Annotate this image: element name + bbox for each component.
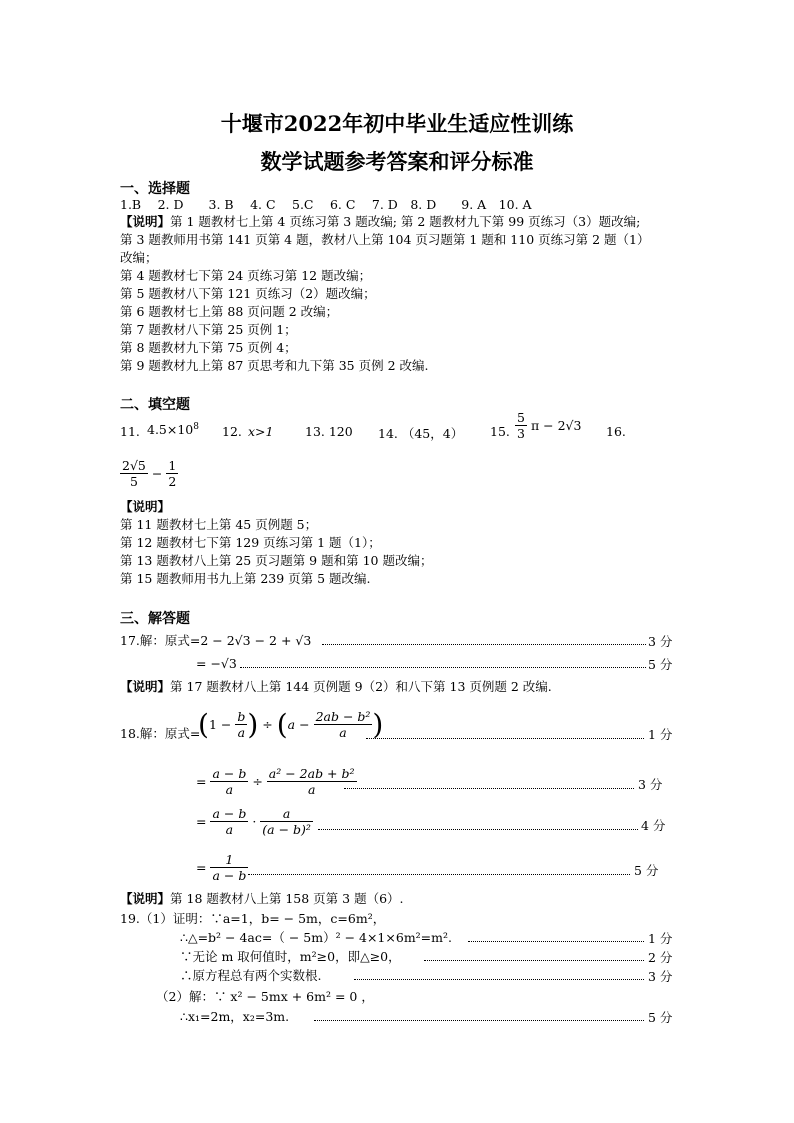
q19-line2: ∴△=b² − 4ac=（ − 5m）² − 4×1×6m²=m². xyxy=(180,930,452,945)
score: 5 分 xyxy=(648,657,673,672)
dot-leader xyxy=(424,960,644,961)
note-line: 第 7 题教材八下第 25 页例 1； xyxy=(120,322,297,337)
q12-answer: x>1 xyxy=(248,424,274,439)
score: 5 分 xyxy=(634,863,659,878)
q15-label: 15. xyxy=(490,424,510,439)
q18-step4: = $\frac{1}{a - b}$ xyxy=(196,852,247,883)
q18-step2: = $\frac{a - b}{a}$ ÷ $\frac{\text{a² − 2ab + b²}}{a}$ xyxy=(196,766,355,797)
dot-leader xyxy=(354,979,644,980)
q16-label: 16. xyxy=(606,424,626,439)
q13-answer: 13. 120 xyxy=(305,424,353,439)
note-line: 第 9 题教材九上第 87 页思考和九下第 35 页例 2 改编. xyxy=(120,358,429,373)
q12-label: 12. xyxy=(222,424,242,439)
score: 3 分 xyxy=(638,777,663,792)
q19-line4: ∴原方程总有两个实数根. xyxy=(180,968,322,983)
score: 4 分 xyxy=(641,818,666,833)
note-line: 第 5 题教材八下第 121 页练习（2）题改编； xyxy=(120,286,376,301)
choice-answers: 1.B 2. D 3. B 4. C 5.C 6. C 7. D 8. D 9. A 10. A xyxy=(120,197,532,212)
q17-line1: 17.解：原式=2 − 2√3 − 2 + √3 xyxy=(120,633,312,648)
document-title: 十堰市2022年初中毕业生适应性训练 xyxy=(220,111,574,136)
section-heading-solve: 三、解答题 xyxy=(120,611,190,627)
note-line: 第 15 题教师用书九上第 239 页第 5 题改编. xyxy=(120,571,371,586)
note-line: 第 11 题教材七上第 45 页例题 5； xyxy=(120,517,318,532)
score: 3 分 xyxy=(648,634,673,649)
note-label: 【说明】 xyxy=(120,679,171,694)
note-line xyxy=(120,890,404,907)
note-line: 第 3 题教师用书第 141 页第 4 题，教材八上第 104 页习题第 1 题和 110 页练习第 2 题（1） xyxy=(120,232,650,247)
q11-label: 11. xyxy=(120,424,140,439)
dot-leader xyxy=(318,829,638,830)
note-line: 第 12 题教材七下第 129 页练习第 1 题（1）； xyxy=(120,535,381,550)
q19-line5: （2）解：∵ x² − 5mx + 6m² = 0 ， xyxy=(156,989,374,1004)
dot-leader xyxy=(322,644,646,645)
note-text: 第 1 题教材七上第 4 页练习第 3 题改编; 第 2 题教材九下第 99 页练习（3）题改编; xyxy=(170,214,641,229)
dot-leader xyxy=(468,941,644,942)
q11-answer: $4.5\times 10^8$ xyxy=(147,422,199,438)
note-label: 【说明】 xyxy=(120,499,171,514)
score: 5 分 xyxy=(648,1010,673,1025)
note-line: 第 13 题教材八上第 25 页习题第 9 题和第 10 题改编； xyxy=(120,553,433,568)
document-subtitle: 数学试题参考答案和评分标准 xyxy=(260,149,534,174)
dot-leader xyxy=(240,667,646,668)
note-text: 第 17 题教材八上第 144 页例题 9（2）和八下第 13 页例题 2 改编. xyxy=(170,679,552,694)
note-line: 第 4 题教材七下第 24 页练习第 12 题改编； xyxy=(120,268,372,283)
score: 2 分 xyxy=(648,950,673,965)
dot-leader xyxy=(344,788,634,789)
dot-leader xyxy=(366,738,644,739)
q19-line3: ∵无论 m 取何值时，m²≥0，即△≥0， xyxy=(180,949,401,964)
score: 1 分 xyxy=(648,727,673,742)
q16-answer: $\frac{2√5}{5}$ − $\frac{1}{2}$ xyxy=(122,458,177,489)
section-heading-fill: 二、填空题 xyxy=(120,397,190,413)
score: 3 分 xyxy=(648,969,673,984)
q14-answer: 14. （45，4） xyxy=(378,426,464,441)
score: 1 分 xyxy=(648,931,673,946)
q18-label: 18.解：原式= xyxy=(120,726,201,741)
note-line: 第 6 题教材七上第 88 页问题 2 改编； xyxy=(120,304,339,319)
q19-line1: 19.（1）证明：∵a=1，b= − 5m，c=6m²， xyxy=(120,911,386,926)
note-line: 第 8 题教材九下第 75 页例 4； xyxy=(120,340,297,355)
note-label: 【说明】 xyxy=(120,214,171,229)
section-heading-choice: 一、选择题 xyxy=(120,181,190,197)
dot-leader xyxy=(248,874,630,875)
q18-step3: = $\frac{a - b}{a}$ · $\frac{a}{\text{(a − b)²}}$ xyxy=(196,806,311,837)
q17-line2: = −√3 xyxy=(196,656,237,671)
q18-expression: (1 − $\frac{b}{a}$ ) ÷ (a − $\frac{\text{2ab − b²}}{a}$ ) xyxy=(198,708,384,741)
note-label: 【说明】 xyxy=(120,891,171,906)
q15-answer: $\frac{5}{3}$ π − 2√3 xyxy=(517,410,582,441)
note-line: 改编； xyxy=(120,250,158,265)
q19-line6: ∴x₁=2m，x₂=3m. xyxy=(180,1009,290,1024)
note-line xyxy=(120,213,640,230)
note-line xyxy=(120,678,552,695)
note-text: 第 18 题教材八上第 158 页第 3 题（6）. xyxy=(170,891,404,906)
dot-leader xyxy=(314,1020,644,1021)
